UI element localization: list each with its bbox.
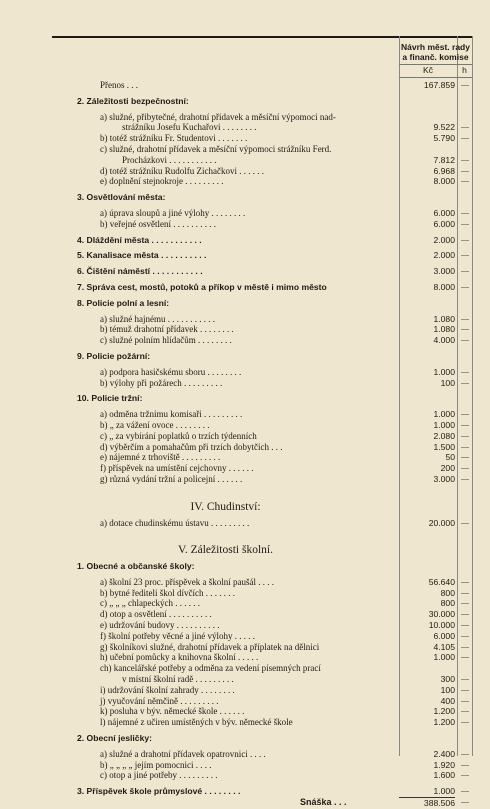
section-heading: 4. Dláždění města . . . . . . . . . . .	[77, 234, 202, 245]
amount-h: —	[461, 759, 469, 769]
amount-kc: 3.000	[433, 473, 455, 484]
amount-h: —	[461, 80, 469, 89]
amount-h: —	[461, 684, 469, 694]
row-label: a) dotace chudinskému ústavu . . . . . . . . .	[100, 517, 250, 528]
amount-kc: 1.000	[433, 786, 455, 797]
amount-kc: 800	[440, 587, 455, 598]
table-row	[52, 474, 472, 485]
amount-kc: 1.500	[433, 441, 455, 452]
table-row	[52, 192, 472, 203]
table-row	[52, 96, 472, 107]
row-label: strážníku Josefu Kuchařovi . . . . . . . .	[122, 122, 257, 133]
table-row	[52, 235, 472, 246]
row-label: e) doplnění stejnokroje . . . . . . . . .	[100, 176, 224, 187]
table-row	[52, 431, 472, 442]
amount-h: —	[461, 122, 469, 132]
section-heading: 1. Obecné a občanské školy:	[77, 561, 195, 572]
table-row	[52, 786, 472, 797]
amount-kc: 100	[440, 377, 455, 388]
row-label: e) udržování budovy . . . . . . . . . .	[100, 620, 220, 631]
row-spacer	[52, 485, 472, 502]
row-label: a) školní 23 proc. příspěvek a školní paušál . . . .	[100, 576, 274, 587]
table-row	[52, 409, 472, 420]
total-row	[52, 797, 472, 808]
row-label: e) nájemné z trhoviště . . . . . . . . .	[100, 452, 221, 463]
amount-h: —	[461, 324, 469, 334]
table-row	[52, 518, 472, 529]
amount-h: —	[461, 207, 469, 217]
budget-rows	[52, 80, 472, 808]
amount-h: —	[461, 377, 469, 387]
table-row	[52, 663, 472, 674]
row-label: j) vyučování němčině . . . . . . . . .	[100, 695, 219, 706]
amount-h: —	[461, 133, 469, 143]
section-heading: 8. Policie polní a lesní:	[77, 297, 170, 308]
row-label: f) příspěvek na umístění cejchovny . . . . . .	[100, 463, 254, 474]
amount-kc: 100	[440, 684, 455, 695]
amount-h: —	[461, 218, 469, 228]
table-row	[52, 561, 472, 572]
amount-kc: 6.000	[433, 218, 455, 229]
row-label: v místní školní radě . . . . . . . . .	[122, 674, 234, 685]
row-label: c) služné, drahotní přídavek a měsíční výpomoci strážníku Ferd.	[100, 143, 332, 154]
amount-kc: 1.600	[433, 770, 455, 781]
row-label: i) udržování školní zahrady . . . . . . . .	[100, 684, 235, 695]
amount-kc: 6.968	[433, 165, 455, 176]
unit-kc: Kč	[423, 65, 433, 75]
table-row	[52, 155, 472, 166]
section-heading: 2. Obecní jesličky:	[77, 733, 152, 744]
row-label: b) výlohy při požárech . . . . . . . . .	[100, 377, 223, 388]
amount-kc: 56.640	[428, 576, 455, 587]
row-label: Snáška . . .	[300, 797, 347, 808]
row-label: b) veřejné osvětlení . . . . . . . . . .	[100, 218, 216, 229]
table-row	[52, 367, 472, 378]
amount-h: —	[461, 674, 469, 684]
row-label: ch) kancelářské potřeby a odměna za vedení písemných prací	[100, 663, 321, 674]
table-row	[52, 652, 472, 663]
row-label: a) úprava sloupů a jiné výlohy . . . . . . . .	[100, 207, 246, 218]
table-row	[52, 717, 472, 728]
amount-h: —	[461, 786, 469, 796]
table-row	[52, 208, 472, 219]
row-label: f) školní potřeby věcné a jiné výlohy . . . . .	[100, 630, 255, 641]
amount-h: —	[461, 419, 469, 429]
row-label: c) „ „ „ chlapeckých . . . . . .	[100, 598, 200, 609]
amount-h: —	[461, 165, 469, 175]
table-row	[52, 620, 472, 631]
amount-h: —	[461, 717, 469, 727]
row-spacer	[52, 528, 472, 545]
amount-h: —	[461, 598, 469, 608]
amount-kc: 9.522	[433, 122, 455, 133]
table-row	[52, 393, 472, 404]
row-label: g) školníkovi služné, drahotní přídavek a příplatek na dělnici	[100, 641, 320, 652]
amount-h: —	[461, 576, 469, 586]
unit-h: h	[462, 65, 467, 75]
amount-h: —	[461, 609, 469, 619]
amount-h: —	[461, 770, 469, 780]
column-header-line1: Návrh měst. rady	[401, 42, 470, 52]
column-header	[399, 42, 472, 62]
row-label: b) „ „ „ „ jejím pomocnici . . . .	[100, 759, 212, 770]
table-row	[52, 378, 472, 389]
table-row	[52, 733, 472, 744]
amount-kc: 167.859	[423, 80, 455, 90]
column-header-line2: a finanč. komise	[402, 52, 469, 62]
amount-kc: 6.000	[433, 207, 455, 218]
row-label: a) odměna tržnímu komisaři . . . . . . . . .	[100, 409, 243, 420]
amount-kc: 1.200	[433, 706, 455, 717]
table-row	[52, 463, 472, 474]
table-row	[52, 112, 472, 123]
table-row	[52, 122, 472, 133]
amount-kc: 2.400	[433, 748, 455, 759]
table-row	[52, 588, 472, 599]
amount-kc: 1.000	[433, 419, 455, 430]
row-label: a) služné, přibytečné, drahotní přídavek a měsíční výpomoci nad-	[100, 111, 336, 122]
table-row	[52, 219, 472, 230]
amount-kc: 8.000	[433, 281, 455, 292]
table-row	[52, 502, 472, 513]
section-heading: 7. Správa cest, mostů, potoků a příkop v městě i mimo město	[77, 281, 327, 292]
table-row	[52, 176, 472, 187]
table-row	[52, 266, 472, 277]
table-row	[52, 598, 472, 609]
amount-kc: 2.080	[433, 430, 455, 441]
row-label: k) posluha v býv. německé škole . . . . . .	[100, 706, 245, 717]
chapter-heading: IV. Chudinství:	[190, 500, 261, 513]
amount-kc: 8.000	[433, 176, 455, 187]
amount-kc: 200	[440, 463, 455, 474]
table-row	[52, 351, 472, 362]
amount-kc: 5.790	[433, 133, 455, 144]
amount-h: —	[461, 463, 469, 473]
table-row	[52, 452, 472, 463]
amount-kc: 1.080	[433, 324, 455, 335]
row-label: d) totéž strážníku Rudolfu Zichačkovi . . . . . .	[100, 165, 264, 176]
amount-h: —	[461, 409, 469, 419]
amount-h: —	[461, 441, 469, 451]
table-row	[52, 282, 472, 293]
amount-h: —	[461, 335, 469, 345]
amount-h: —	[461, 281, 469, 291]
amount-kc: 1.000	[433, 409, 455, 420]
top-rule	[52, 36, 472, 38]
table-row	[52, 706, 472, 717]
amount-kc: 6.000	[433, 630, 455, 641]
amount-kc: 300	[440, 674, 455, 685]
amount-kc: 1.080	[433, 313, 455, 324]
amount-h: —	[461, 452, 469, 462]
section-heading: 3. Příspěvek škole průmyslové . . . . . . . .	[77, 786, 241, 797]
section-heading: 2. Záležitosti bezpečnostní:	[77, 95, 189, 106]
amount-h: —	[461, 176, 469, 186]
column-divider-right	[472, 36, 473, 756]
amount-h: —	[461, 313, 469, 323]
section-heading: 9. Policie požární:	[77, 350, 151, 361]
table-row	[52, 324, 472, 335]
amount-h: —	[461, 266, 469, 276]
table-row	[52, 577, 472, 588]
section-heading: 5. Kanalisace města . . . . . . . . . .	[77, 250, 207, 261]
table-row	[52, 674, 472, 685]
amount-h: —	[461, 706, 469, 716]
table-row	[52, 250, 472, 261]
amount-kc: 4.105	[433, 641, 455, 652]
amount-kc: 30.000	[428, 609, 455, 620]
amount-h: —	[461, 250, 469, 260]
amount-h: —	[461, 473, 469, 483]
amount-kc: 2.000	[433, 250, 455, 261]
row-label: c) služné polním hlídačům . . . . . . . .	[100, 335, 232, 346]
section-heading: 3. Osvětlování města:	[77, 192, 166, 203]
table-row	[52, 749, 472, 760]
table-row	[52, 420, 472, 431]
table-row	[52, 685, 472, 696]
budget-page	[52, 36, 472, 809]
table-row	[52, 770, 472, 781]
amount-h: —	[461, 430, 469, 440]
table-row	[52, 298, 472, 309]
amount-kc: 10.000	[428, 620, 455, 631]
row-label: c) „ za vybírání poplatků o trzích týdenních	[100, 430, 257, 441]
amount-kc: 7.812	[433, 154, 455, 165]
section-heading: 10. Policie tržní:	[77, 393, 143, 404]
amount-kc: 800	[440, 598, 455, 609]
amount-kc: 2.000	[433, 234, 455, 245]
table-row	[52, 335, 472, 346]
table-row	[52, 545, 472, 556]
table-row	[52, 133, 472, 144]
amount-h: —	[461, 797, 469, 807]
amount-h: —	[461, 652, 469, 662]
chapter-heading: V. Záležitosti školní.	[178, 544, 273, 557]
amount-kc: 1.200	[433, 717, 455, 728]
row-label: b) témuž drahotní přídavek . . . . . . . .	[100, 324, 234, 335]
amount-h: —	[461, 234, 469, 244]
amount-h: —	[461, 154, 469, 164]
row-label: b) totéž strážníku Fr. Studentovi . . . . . . .	[100, 133, 248, 144]
amount-h: —	[461, 620, 469, 630]
row-label: a) služné a drahotní přídavek opatrovnici . . . .	[100, 748, 266, 759]
table-row	[52, 696, 472, 707]
row-label: d) otop a osvětlení . . . . . . . . . .	[100, 609, 212, 620]
unit-row	[399, 64, 472, 78]
amount-kc: 1.000	[433, 366, 455, 377]
table-row	[52, 80, 472, 91]
section-heading: 6. Čištění náměstí . . . . . . . . . . .	[77, 266, 203, 277]
table-row	[52, 642, 472, 653]
table-row	[52, 144, 472, 155]
amount-kc: 20.000	[428, 517, 455, 528]
table-row	[52, 314, 472, 325]
amount-kc: 400	[440, 695, 455, 706]
table-row	[52, 442, 472, 453]
row-label: g) různá vydání tržní a policejní . . . . . .	[100, 473, 243, 484]
amount-h: —	[461, 748, 469, 758]
row-label: c) otop a jiné potřeby . . . . . . . . .	[100, 770, 218, 781]
table-row	[52, 760, 472, 771]
table-row	[52, 609, 472, 620]
row-label: Procházkovi . . . . . . . . . . .	[122, 154, 217, 165]
row-label: d) výběrčím a pomahačům při trzích dobytčích . . .	[100, 441, 283, 452]
table-row	[52, 631, 472, 642]
amount-kc: 3.000	[433, 266, 455, 277]
amount-h: —	[461, 366, 469, 376]
row-label: h) učební pomůcky a knihovna školní . . . . .	[100, 652, 259, 663]
amount-kc: 1.920	[433, 759, 455, 770]
row-label: l) nájemné z učiren umístěných v býv. německé škole	[100, 717, 293, 728]
row-label: a) podpora hasičskému sboru . . . . . . . .	[100, 366, 242, 377]
amount-h: —	[461, 517, 469, 527]
amount-h: —	[461, 695, 469, 705]
row-label: Přenos . . .	[100, 80, 138, 90]
row-label: b) bytné řediteli škol dívčích . . . . . . .	[100, 587, 235, 598]
amount-h: —	[461, 641, 469, 651]
row-label: b) „ za vážení ovoce . . . . . . . .	[100, 419, 210, 430]
row-label: a) služné hajnému . . . . . . . . . . .	[100, 313, 215, 324]
table-row	[52, 166, 472, 177]
amount-h: —	[461, 630, 469, 640]
amount-h: —	[461, 587, 469, 597]
amount-kc: 1.000	[433, 652, 455, 663]
amount-kc: 388.506	[399, 797, 455, 809]
amount-kc: 50	[445, 452, 455, 463]
amount-kc: 4.000	[433, 335, 455, 346]
